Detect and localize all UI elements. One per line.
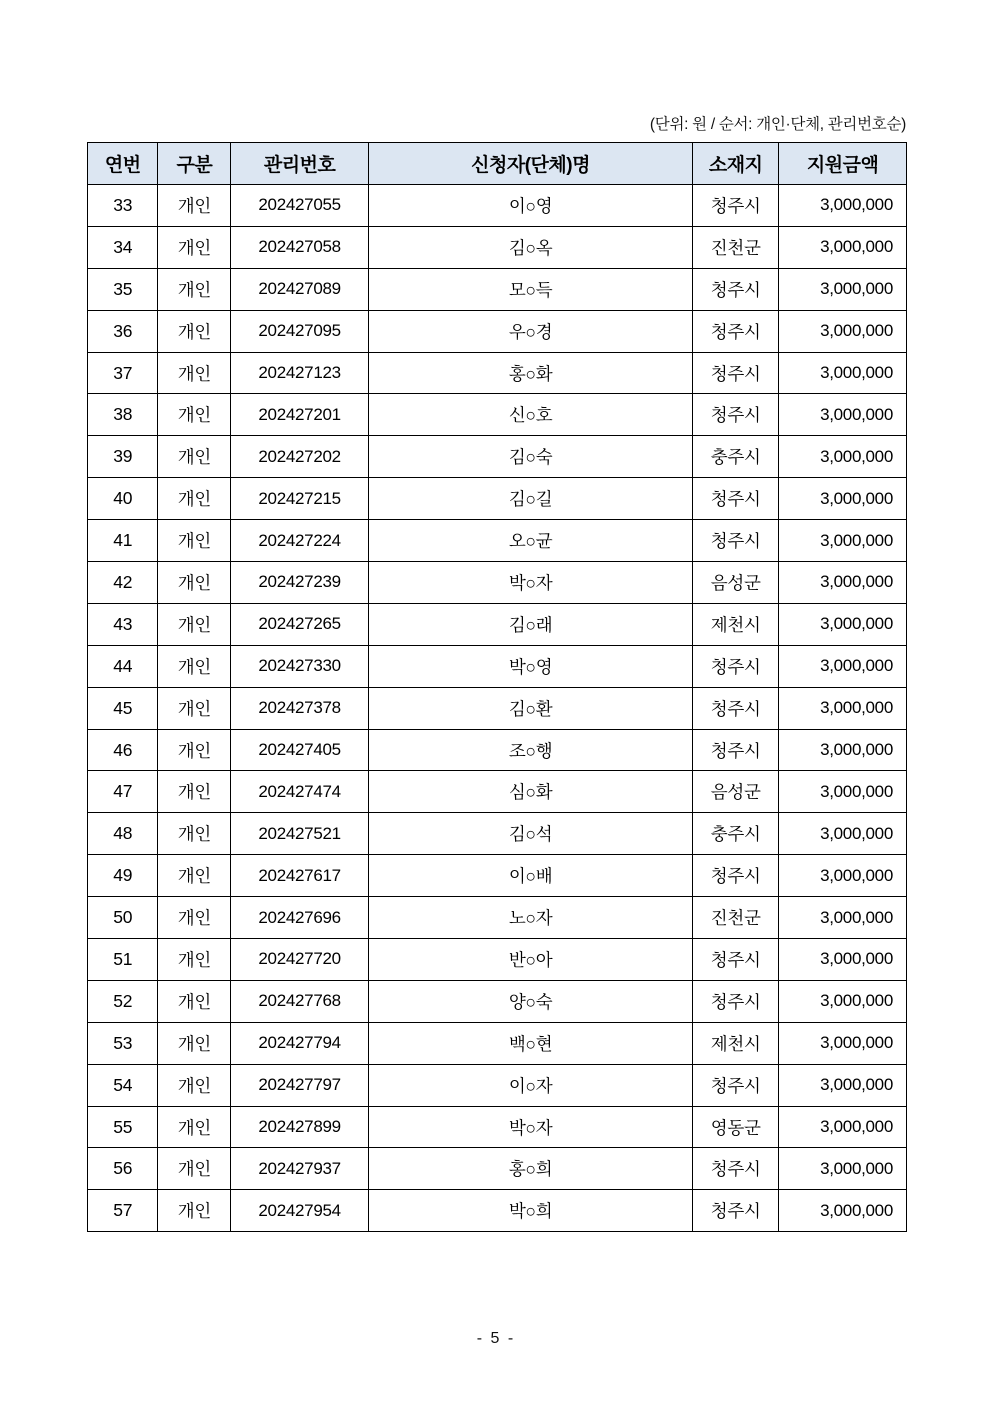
cell-serial-no: 52 <box>88 980 158 1022</box>
cell-location: 진천군 <box>693 226 779 268</box>
cell-grant-amount: 3,000,000 <box>779 939 907 981</box>
cell-management-no: 202427797 <box>231 1064 369 1106</box>
cell-serial-no: 38 <box>88 394 158 436</box>
cell-applicant-name: 이○영 <box>368 185 692 227</box>
header-applicant-name: 신청자(단체)명 <box>368 143 692 185</box>
cell-location: 음성군 <box>693 562 779 604</box>
header-location: 소재지 <box>693 143 779 185</box>
cell-location: 진천군 <box>693 897 779 939</box>
cell-grant-amount: 3,000,000 <box>779 1190 907 1232</box>
cell-applicant-name: 이○배 <box>368 855 692 897</box>
cell-grant-amount: 3,000,000 <box>779 394 907 436</box>
cell-serial-no: 41 <box>88 520 158 562</box>
cell-category: 개인 <box>158 562 231 604</box>
cell-serial-no: 54 <box>88 1064 158 1106</box>
cell-management-no: 202427265 <box>231 603 369 645</box>
cell-category: 개인 <box>158 939 231 981</box>
cell-location: 청주시 <box>693 520 779 562</box>
cell-management-no: 202427123 <box>231 352 369 394</box>
cell-management-no: 202427378 <box>231 687 369 729</box>
cell-management-no: 202427215 <box>231 478 369 520</box>
cell-location: 영동군 <box>693 1106 779 1148</box>
page-number: - 5 - <box>476 1330 516 1347</box>
cell-category: 개인 <box>158 687 231 729</box>
cell-grant-amount: 3,000,000 <box>779 268 907 310</box>
cell-location: 청주시 <box>693 645 779 687</box>
cell-grant-amount: 3,000,000 <box>779 771 907 813</box>
cell-category: 개인 <box>158 185 231 227</box>
cell-grant-amount: 3,000,000 <box>779 562 907 604</box>
cell-applicant-name: 양○숙 <box>368 980 692 1022</box>
cell-grant-amount: 3,000,000 <box>779 980 907 1022</box>
cell-location: 음성군 <box>693 771 779 813</box>
cell-management-no: 202427720 <box>231 939 369 981</box>
cell-serial-no: 55 <box>88 1106 158 1148</box>
cell-location: 청주시 <box>693 1190 779 1232</box>
grant-recipient-table <box>87 142 907 1232</box>
cell-applicant-name: 오○균 <box>368 520 692 562</box>
cell-management-no: 202427405 <box>231 729 369 771</box>
table-row <box>88 1022 907 1064</box>
cell-serial-no: 35 <box>88 268 158 310</box>
table-row <box>88 813 907 855</box>
cell-location: 청주시 <box>693 310 779 352</box>
cell-applicant-name: 신○호 <box>368 394 692 436</box>
table-row <box>88 1106 907 1148</box>
cell-category: 개인 <box>158 394 231 436</box>
table-row <box>88 603 907 645</box>
cell-category: 개인 <box>158 1064 231 1106</box>
cell-applicant-name: 모○득 <box>368 268 692 310</box>
cell-applicant-name: 홍○화 <box>368 352 692 394</box>
cell-serial-no: 49 <box>88 855 158 897</box>
table-row <box>88 310 907 352</box>
cell-category: 개인 <box>158 1106 231 1148</box>
cell-management-no: 202427696 <box>231 897 369 939</box>
cell-management-no: 202427055 <box>231 185 369 227</box>
table-row <box>88 897 907 939</box>
cell-applicant-name: 김○옥 <box>368 226 692 268</box>
cell-applicant-name: 박○자 <box>368 562 692 604</box>
cell-applicant-name: 김○환 <box>368 687 692 729</box>
cell-category: 개인 <box>158 1190 231 1232</box>
cell-management-no: 202427239 <box>231 562 369 604</box>
header-category: 구분 <box>158 143 231 185</box>
cell-grant-amount: 3,000,000 <box>779 603 907 645</box>
cell-applicant-name: 김○래 <box>368 603 692 645</box>
cell-grant-amount: 3,000,000 <box>779 226 907 268</box>
cell-applicant-name: 조○행 <box>368 729 692 771</box>
cell-grant-amount: 3,000,000 <box>779 855 907 897</box>
table-row <box>88 1064 907 1106</box>
cell-grant-amount: 3,000,000 <box>779 1022 907 1064</box>
table-row <box>88 226 907 268</box>
cell-applicant-name: 박○희 <box>368 1190 692 1232</box>
table-row <box>88 980 907 1022</box>
cell-category: 개인 <box>158 771 231 813</box>
cell-grant-amount: 3,000,000 <box>779 436 907 478</box>
cell-category: 개인 <box>158 436 231 478</box>
cell-category: 개인 <box>158 645 231 687</box>
table-row <box>88 478 907 520</box>
header-management-no: 관리번호 <box>231 143 369 185</box>
table-row <box>88 520 907 562</box>
cell-applicant-name: 박○자 <box>368 1106 692 1148</box>
cell-serial-no: 53 <box>88 1022 158 1064</box>
cell-management-no: 202427202 <box>231 436 369 478</box>
cell-management-no: 202427330 <box>231 645 369 687</box>
cell-category: 개인 <box>158 855 231 897</box>
cell-management-no: 202427224 <box>231 520 369 562</box>
cell-category: 개인 <box>158 310 231 352</box>
cell-serial-no: 37 <box>88 352 158 394</box>
cell-serial-no: 47 <box>88 771 158 813</box>
cell-category: 개인 <box>158 603 231 645</box>
cell-serial-no: 34 <box>88 226 158 268</box>
cell-applicant-name: 김○석 <box>368 813 692 855</box>
cell-serial-no: 40 <box>88 478 158 520</box>
cell-category: 개인 <box>158 980 231 1022</box>
cell-location: 청주시 <box>693 939 779 981</box>
cell-management-no: 202427617 <box>231 855 369 897</box>
cell-applicant-name: 박○영 <box>368 645 692 687</box>
cell-location: 청주시 <box>693 268 779 310</box>
table-body <box>88 185 907 1232</box>
cell-management-no: 202427089 <box>231 268 369 310</box>
table-row <box>88 185 907 227</box>
cell-applicant-name: 홍○희 <box>368 1148 692 1190</box>
cell-location: 제천시 <box>693 1022 779 1064</box>
cell-category: 개인 <box>158 1022 231 1064</box>
cell-grant-amount: 3,000,000 <box>779 352 907 394</box>
cell-serial-no: 43 <box>88 603 158 645</box>
cell-category: 개인 <box>158 352 231 394</box>
cell-location: 청주시 <box>693 352 779 394</box>
cell-management-no: 202427954 <box>231 1190 369 1232</box>
table-row <box>88 1190 907 1232</box>
cell-grant-amount: 3,000,000 <box>779 1106 907 1148</box>
table-row <box>88 268 907 310</box>
table-row <box>88 436 907 478</box>
cell-management-no: 202427201 <box>231 394 369 436</box>
cell-location: 청주시 <box>693 185 779 227</box>
cell-grant-amount: 3,000,000 <box>779 1064 907 1106</box>
cell-grant-amount: 3,000,000 <box>779 478 907 520</box>
unit-order-note: (단위: 원 / 순서: 개인·단체, 관리번호순) <box>649 116 906 133</box>
cell-category: 개인 <box>158 897 231 939</box>
cell-category: 개인 <box>158 226 231 268</box>
cell-grant-amount: 3,000,000 <box>779 310 907 352</box>
table-row <box>88 771 907 813</box>
cell-location: 청주시 <box>693 1148 779 1190</box>
cell-management-no: 202427095 <box>231 310 369 352</box>
cell-applicant-name: 이○자 <box>368 1064 692 1106</box>
cell-applicant-name: 심○화 <box>368 771 692 813</box>
header-grant-amount: 지원금액 <box>779 143 907 185</box>
table-header-row <box>88 143 907 185</box>
cell-serial-no: 36 <box>88 310 158 352</box>
cell-management-no: 202427937 <box>231 1148 369 1190</box>
cell-category: 개인 <box>158 268 231 310</box>
cell-location: 청주시 <box>693 980 779 1022</box>
table-row <box>88 352 907 394</box>
header-serial-no: 연번 <box>88 143 158 185</box>
cell-management-no: 202427899 <box>231 1106 369 1148</box>
cell-category: 개인 <box>158 478 231 520</box>
table-row <box>88 939 907 981</box>
cell-location: 충주시 <box>693 436 779 478</box>
cell-location: 청주시 <box>693 478 779 520</box>
cell-category: 개인 <box>158 520 231 562</box>
cell-applicant-name: 김○길 <box>368 478 692 520</box>
cell-location: 청주시 <box>693 729 779 771</box>
cell-serial-no: 44 <box>88 645 158 687</box>
cell-grant-amount: 3,000,000 <box>779 645 907 687</box>
cell-grant-amount: 3,000,000 <box>779 729 907 771</box>
cell-category: 개인 <box>158 813 231 855</box>
cell-management-no: 202427058 <box>231 226 369 268</box>
cell-management-no: 202427768 <box>231 980 369 1022</box>
table-row <box>88 394 907 436</box>
cell-serial-no: 56 <box>88 1148 158 1190</box>
cell-serial-no: 51 <box>88 939 158 981</box>
cell-category: 개인 <box>158 1148 231 1190</box>
cell-location: 제천시 <box>693 603 779 645</box>
cell-applicant-name: 백○현 <box>368 1022 692 1064</box>
cell-applicant-name: 김○숙 <box>368 436 692 478</box>
cell-serial-no: 42 <box>88 562 158 604</box>
table-row <box>88 1148 907 1190</box>
cell-serial-no: 46 <box>88 729 158 771</box>
cell-management-no: 202427794 <box>231 1022 369 1064</box>
table-row <box>88 855 907 897</box>
cell-grant-amount: 3,000,000 <box>779 1148 907 1190</box>
table-row <box>88 729 907 771</box>
cell-serial-no: 45 <box>88 687 158 729</box>
cell-location: 청주시 <box>693 855 779 897</box>
cell-serial-no: 33 <box>88 185 158 227</box>
cell-location: 청주시 <box>693 394 779 436</box>
cell-serial-no: 57 <box>88 1190 158 1232</box>
cell-serial-no: 48 <box>88 813 158 855</box>
cell-management-no: 202427521 <box>231 813 369 855</box>
cell-grant-amount: 3,000,000 <box>779 897 907 939</box>
table-row <box>88 687 907 729</box>
cell-serial-no: 39 <box>88 436 158 478</box>
cell-serial-no: 50 <box>88 897 158 939</box>
cell-applicant-name: 반○아 <box>368 939 692 981</box>
table-row <box>88 645 907 687</box>
cell-applicant-name: 노○자 <box>368 897 692 939</box>
cell-applicant-name: 우○경 <box>368 310 692 352</box>
table-row <box>88 562 907 604</box>
cell-location: 청주시 <box>693 687 779 729</box>
cell-grant-amount: 3,000,000 <box>779 687 907 729</box>
cell-management-no: 202427474 <box>231 771 369 813</box>
cell-location: 충주시 <box>693 813 779 855</box>
cell-grant-amount: 3,000,000 <box>779 185 907 227</box>
cell-grant-amount: 3,000,000 <box>779 813 907 855</box>
cell-category: 개인 <box>158 729 231 771</box>
cell-location: 청주시 <box>693 1064 779 1106</box>
cell-grant-amount: 3,000,000 <box>779 520 907 562</box>
